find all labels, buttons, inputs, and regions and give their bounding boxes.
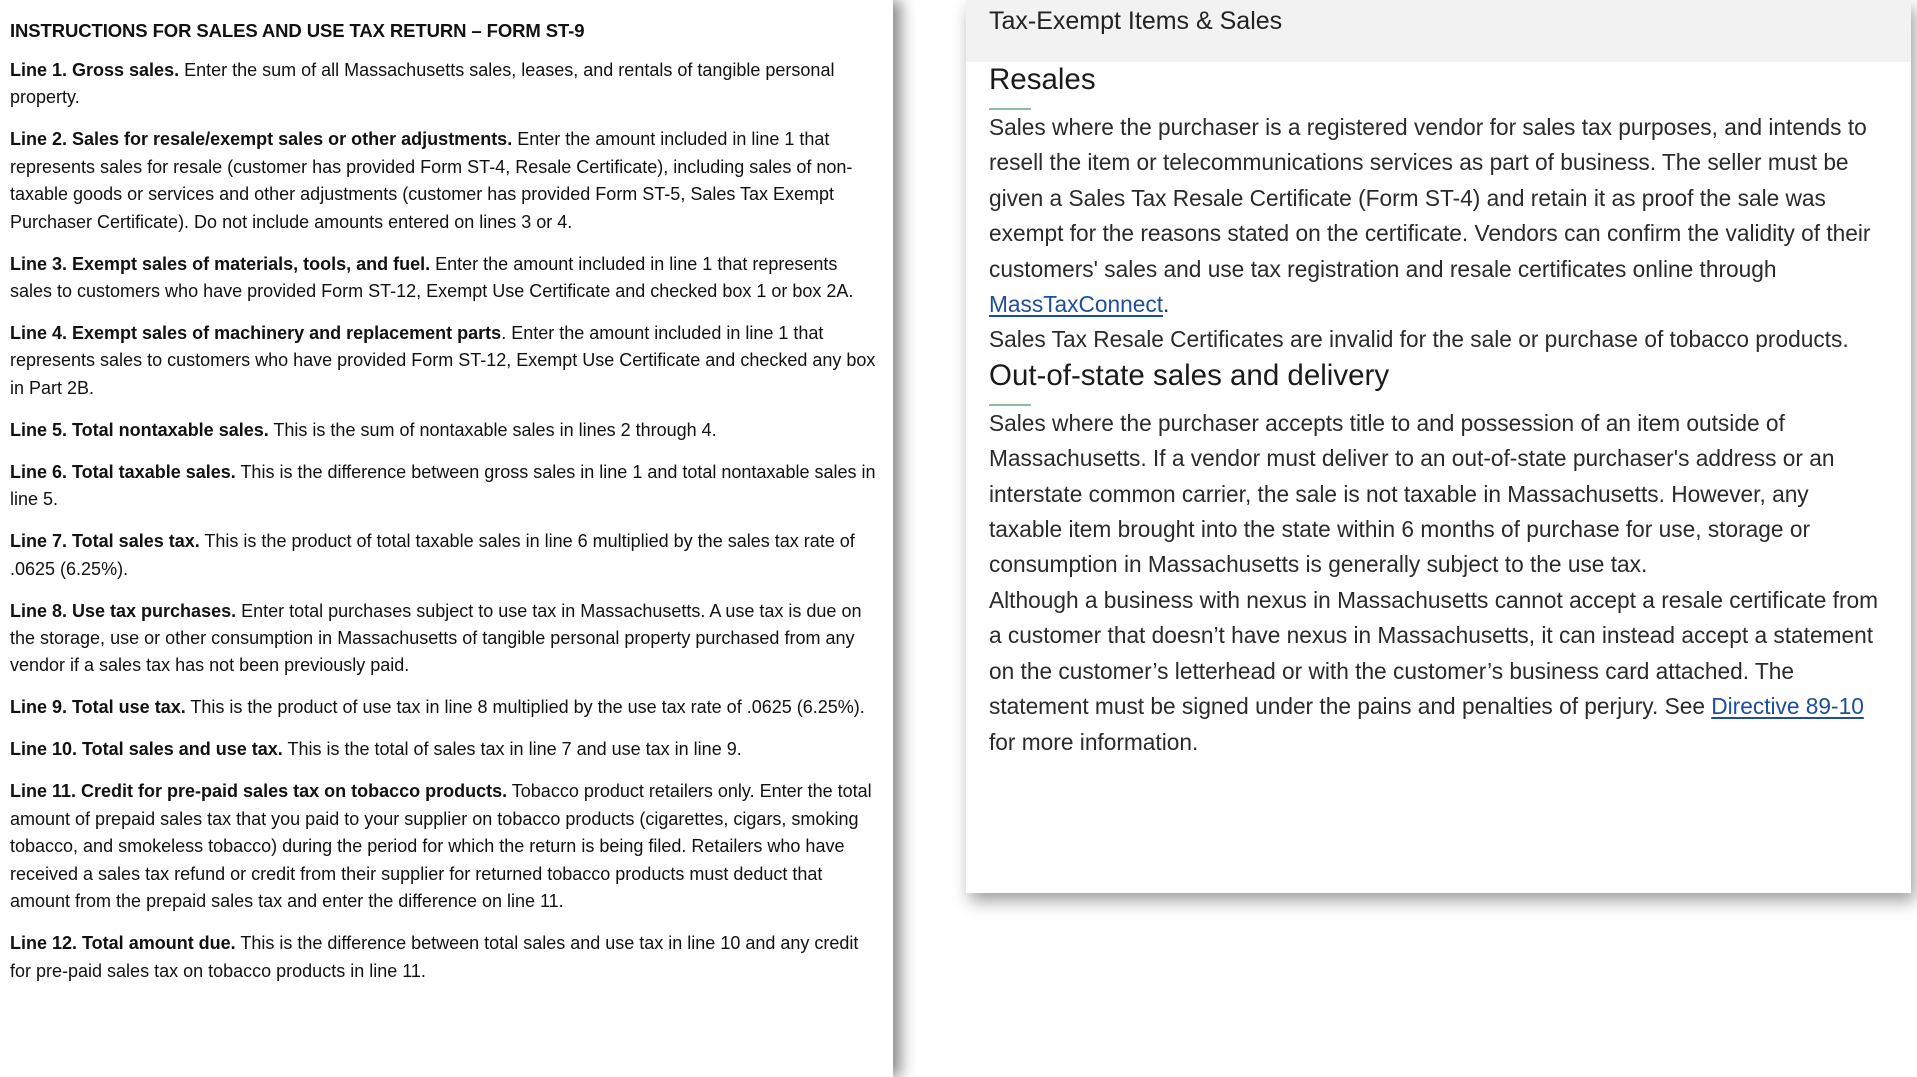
line-item-4 [10,320,883,402]
line-text: This is the total of sales tax in line 7 and use tax in line 9. [282,739,742,760]
document-title: INSTRUCTIONS FOR SALES AND USE TAX RETURN – FORM ST-9 [10,20,585,41]
line-text: This is the product of total taxable sales in line 6 multiplied by the sales tax rate of .0625 (6.25%). [10,531,855,579]
line-label: Line 4. Exempt sales of machinery and replacement parts [10,323,502,344]
line-item-10 [10,736,883,763]
line-text: This is the difference between gross sales in line 1 and total nontaxable sales in line 5. [10,461,876,510]
line-text: This is the difference between total sales and use tax in line 10 and any credit for pre-paid sales tax on tobacco products in line 11. [10,933,859,981]
line-label: Line 9. Total use tax. [10,697,186,718]
line-item-6 [10,459,883,514]
line-item-3 [10,251,883,306]
line-label: Line 5. Total nontaxable sales. [10,419,269,440]
line-text: This is the sum of nontaxable sales in lines 2 through 4. [268,419,717,440]
resales-paragraph-1-end: . [1163,291,1170,318]
line-text: Enter total purchases subject to use tax in Massachusetts. A use tax is due on the storage, use or other consumption in Massachusetts of tangible personal property purchased from any vendor if a sales tax has not been previously paid. [10,600,862,676]
line-text: Tobacco product retailers only. Enter the total amount of prepaid sales tax that you paid to your supplier on tobacco products (cigarettes, cigars, smoking tobacco, and smokeless tobacco) during the period for which the return is being filed. Retailers who have received a sales tax refund or credit from their supplier for returned tobacco products must deduct that amount from the prepaid sales tax and enter the difference on line 11. [10,781,872,912]
line-item-11 [10,778,883,915]
line-item-2 [10,126,883,236]
line-text: Enter the amount included in line 1 that represents sales to customers who have provided Form ST-12, Exempt Use Certificate and checked box 1 or box 2A. [10,253,854,302]
out-of-state-heading: Out-of-state sales and delivery [989,358,1390,392]
line-label: Line 2. Sales for resale/exempt sales or other adjustments. [10,129,513,150]
line-item-12 [10,930,883,985]
out-of-state-paragraph-1: Sales where the purchaser accepts title to and possession of an item outside of Massachusetts. If a vendor must deliver to an out-of-state purchaser's address or an interstate common carrier, the sale is not taxable in Massachusetts. However, any taxable item brought into the state within 6 months of purchase for use, storage or consumption in Massachusetts is generally subject to the use tax. [989,409,1835,578]
out-of-state-paragraph-2 [989,583,1888,760]
line-label: Line 1. Gross sales. [10,60,180,80]
line-label: Line 3. Exempt sales of materials, tools, and fuel. [10,253,431,274]
line-item-1 [10,57,883,112]
instructions-document [0,0,893,1077]
line-label: Line 10. Total sales and use tax. [10,739,283,760]
line-label: Line 11. Credit for pre-paid sales tax on tobacco products. [10,781,508,802]
resales-paragraph-1 [989,110,1888,322]
line-label: Line 12. Total amount due. [10,933,236,954]
resales-heading: Resales [989,63,1096,96]
line-item-5 [10,417,883,444]
line-item-7 [10,528,883,583]
line-text: This is the product of use tax in line 8 multiplied by the use tax rate of .0625 (6.25%). [185,697,865,718]
line-item-8 [10,598,883,680]
line-text: Enter the sum of all Massachusetts sales, leases, and rentals of tangible personal property. [10,60,835,108]
directive-89-10-link[interactable]: Directive 89-10 [1711,693,1864,720]
line-label: Line 7. Total sales tax. [10,531,200,552]
resales-paragraph-2: Sales Tax Resale Certificates are invalid for the sale or purchase of tobacco products. [989,326,1849,353]
out-of-state-section [989,358,1888,760]
line-text: . Enter the amount included in line 1 that represents sales to customers who have provided Form ST-12, Exempt Use Certificate and checked any box in Part 2B. [10,323,876,398]
card-body [966,62,1911,760]
line-item-9 [10,694,883,721]
tax-exempt-card [966,0,1911,893]
resales-section [989,62,1888,358]
line-text: Enter the amount included in line 1 that represents sales for resale (customer has provided Form ST-4, Resale Certificate), including sales of non-taxable goods or services and other adjustments (customer has provided Form ST-5, Sales Tax Exempt Purchaser Certificate). Do not include amounts entered on lines 3 or 4. [10,129,853,232]
line-label: Line 8. Use tax purchases. [10,600,237,621]
out-of-state-paragraph-2-text: Although a business with nexus in Massachusetts cannot accept a resale certificate from a customer that doesn’t have nexus in Massachusetts, it can instead accept a statement on the customer’s letterhead or with the customer’s business card attached. The statement must be signed under the pains and penalties of perjury. See [989,586,1879,720]
instruction-lines [10,57,883,985]
resales-paragraph-1-text: Sales where the purchaser is a registered vendor for sales tax purposes, and intends to resell the item or telecommunications services as part of business. The seller must be given a Sales Tax Resale Certificate (Form ST-4) and retain it as proof the sale was exempt for the reasons stated on the certificate. Vendors can confirm the validity of their customers' sales and use tax registration and resale certificates online through [989,114,1871,282]
out-of-state-paragraph-2-end: for more information. [989,728,1199,755]
line-label: Line 6. Total taxable sales. [10,461,236,482]
card-header: Tax-Exempt Items & Sales [966,0,1911,62]
masstaxconnect-link[interactable]: MassTaxConnect [989,291,1164,318]
